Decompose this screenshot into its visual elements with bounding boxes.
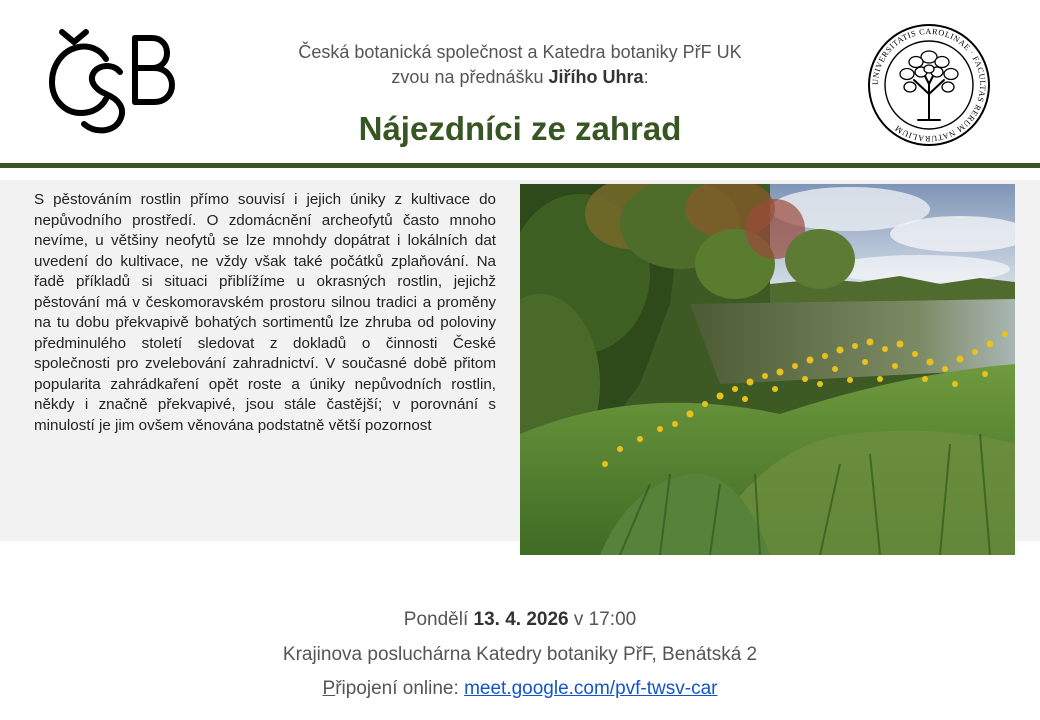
header [0,0,1040,165]
intro-line-1: Česká botanická společnost a Katedra botaniky PřF UK [298,42,742,62]
online-meeting-link[interactable]: meet.google.com/pvf-twsv-car [464,678,718,699]
csb-logo [40,26,180,144]
event-datetime: Pondělí 13. 4. 2026 v 17:00 [403,609,637,630]
online-connection: Připojení online: meet.google.com/pvf-twsv-car [322,678,718,699]
lecture-abstract: S pěstováním rostlin přímo souvisí i jejich úniky z kultivace do nepůvodního prostředí. O zdomácnění archeofytů často mnoho nevíme, u většiny neofytů se lze mnohdy dopátrat i lokálních dat uvedení do kultivace, ne vždy však také počátků zplaňování. Na řadě příkladů si situaci přiblížíme u okrasných rostlin, jejichž pěstování má v českomoravském prostoru silnou tradici a proměny na tu dobu překvapivě bohatých sortimentů lze zhruba od poloviny předminulého století sledovat z dokladů o činnosti České společnosti pro zvelebování zahradnictví. V současné době přitom popularita zahrádkaření opět roste a úniky nepůvodních rostlin, někdy i značně překvapivé, jsou stále častější; v porovnání s minulostí je jim ovšem věnována podstatně větší pozornost [34,191,496,434]
header-divider [0,163,1040,168]
seal-ring-text: UNIVERSITATIS CAROLINAE · FACULTAS RERUM NATURALIUM [870,26,988,144]
intro-text [200,40,840,90]
garden-escape-photo [520,184,1015,555]
charles-university-seal [866,22,992,148]
speaker-name: Jiřího Uhra [548,67,644,87]
lecture-title: Nájezdníci ze zahrad [358,110,682,147]
intro-line-2: zvou na přednášku Jiřího Uhra: [391,67,649,87]
event-date: 13. 4. 2026 [473,609,569,630]
event-location: Krajinova posluchárna Katedry botaniky PřF, Benátská 2 [282,644,758,665]
